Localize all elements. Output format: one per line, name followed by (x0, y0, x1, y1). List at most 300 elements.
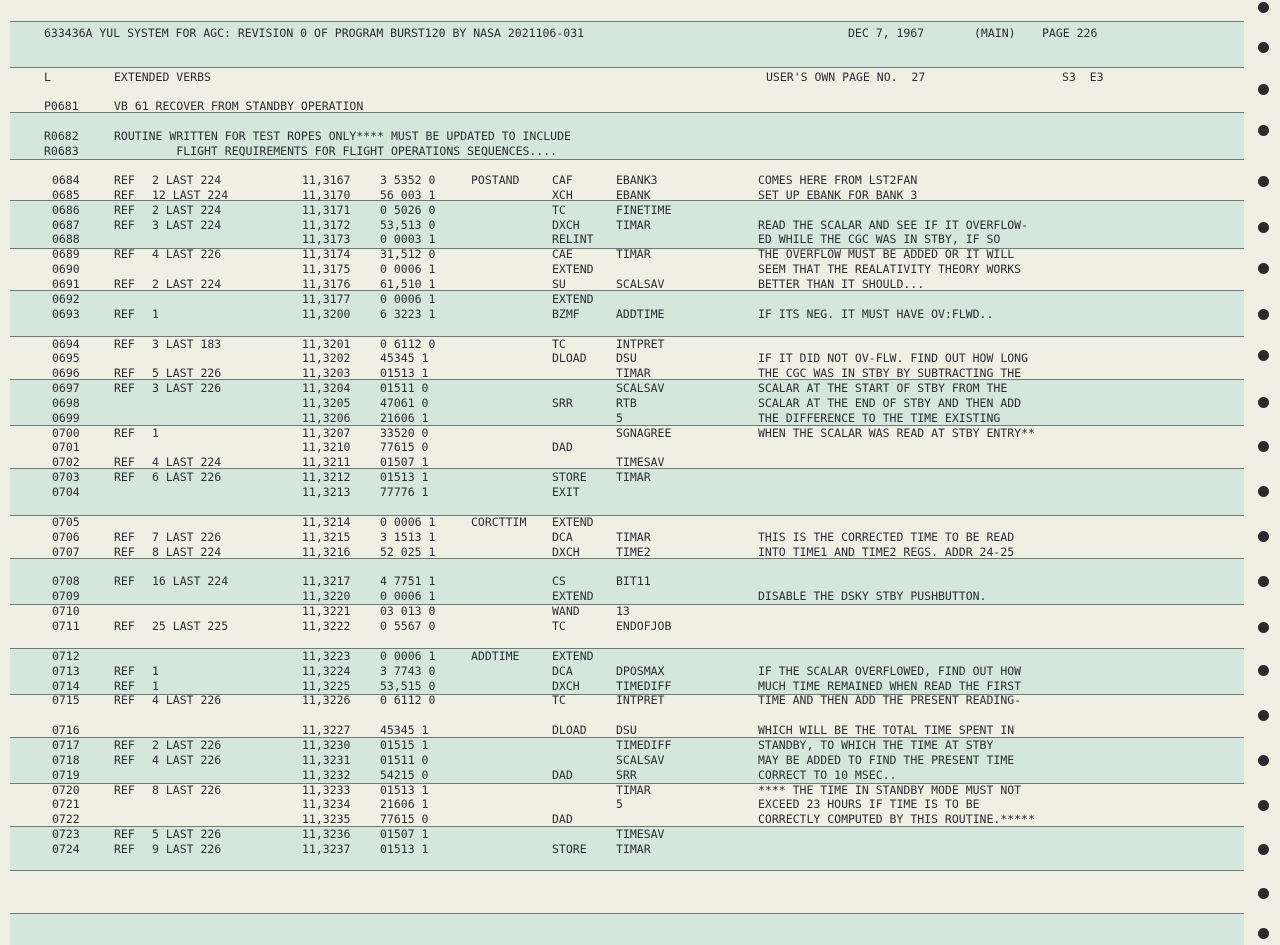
listing-octal-word: 0 0006 1 (380, 291, 436, 306)
listing-octal-word: 03 013 0 (380, 604, 436, 619)
listing-octal-word: 01511 0 (380, 381, 429, 396)
listing-address: 11,3174 (302, 247, 351, 262)
listing-operand: TIMESAV (616, 827, 665, 842)
listing-address: 11,3232 (302, 767, 351, 782)
listing-ref: REF (114, 693, 135, 708)
listing-octal-word: 21606 1 (380, 410, 429, 425)
listing-operand: TIMAR (616, 217, 651, 232)
ruled-line (10, 67, 1244, 68)
routine-title (0, 99, 1280, 114)
listing-opcode: CS (552, 574, 566, 589)
feed-hole (1258, 710, 1269, 721)
listing-address: 11,3216 (302, 544, 351, 559)
listing-operand: INTPRET (616, 336, 665, 351)
listing-seq: 0694 (52, 336, 80, 351)
listing-octal-word: 6 3223 1 (380, 306, 436, 321)
listing-ref-detail: 3 LAST 183 (152, 336, 222, 351)
listing-comment: TIME AND THEN ADD THE PRESENT READING- (758, 693, 1022, 708)
listing-row (0, 292, 1280, 307)
listing-row (0, 203, 1280, 218)
listing-ref: REF (114, 173, 135, 187)
listing-seq: 0702 (52, 455, 80, 470)
listing-row (0, 768, 1280, 783)
listing-comment: DISABLE THE DSKY STBY PUSHBUTTON. (758, 589, 987, 604)
listing-opcode: DAD (552, 812, 573, 827)
listing-comment: SCALAR AT THE START OF STBY FROM THE (758, 381, 1008, 396)
listing-address: 11,3231 (302, 752, 351, 767)
listing-row (0, 426, 1280, 441)
listing-operand: ADDTIME (616, 306, 665, 321)
listing-comment: IF THE SCALAR OVERFLOWED, FIND OUT HOW (758, 663, 1022, 678)
listing-seq: 0693 (52, 306, 80, 321)
listing-comment: THE DIFFERENCE TO THE TIME EXISTING (758, 410, 1001, 425)
listing-address: 11,3173 (302, 232, 351, 247)
listing-ref-detail: 2 LAST 226 (152, 738, 222, 753)
listing-ref-detail: 16 LAST 224 (152, 574, 229, 589)
listing-ref-detail: 4 LAST 226 (152, 752, 222, 767)
listing-operand: BIT11 (616, 574, 651, 589)
listing-opcode: CAE (552, 247, 573, 262)
listing-comment: COMES HERE FROM LST2FAN (758, 173, 918, 187)
remark-text: ROUTINE WRITTEN FOR TEST ROPES ONLY**** MUST BE UPDATED TO INCLUDE (114, 129, 571, 143)
listing-opcode: DLOAD (552, 723, 587, 738)
listing-address: 11,3226 (302, 693, 351, 708)
listing-octal-word: 77615 0 (380, 812, 429, 827)
listing-octal-word: 4 7751 1 (380, 574, 436, 589)
listing-row (0, 574, 1280, 589)
listing-seq: 0704 (52, 485, 80, 499)
listing-address: 11,3223 (302, 648, 351, 663)
listing-octal-word: 0 0006 1 (380, 514, 436, 529)
listing-octal-word: 61,510 1 (380, 276, 436, 291)
listing-seq: 0716 (52, 723, 80, 738)
listing-octal-word: 0 0006 1 (380, 589, 436, 604)
listing-ref: REF (114, 574, 135, 589)
listing-comment: IF ITS NEG. IT MUST HAVE OV:FLWD.. (758, 306, 994, 321)
listing-seq: 0712 (52, 648, 80, 663)
listing-opcode: XCH (552, 187, 573, 202)
listing-operand: TIMEDIFF (616, 738, 672, 753)
listing-address: 11,3225 (302, 678, 351, 693)
listing-octal-word: 0 0006 1 (380, 648, 436, 663)
listing-ref: REF (114, 782, 135, 797)
listing-ref: REF (114, 425, 135, 440)
listing-opcode: DCA (552, 529, 573, 544)
header-section: (MAIN) (974, 26, 1016, 40)
listing-address: 11,3203 (302, 366, 351, 381)
listing-ref: REF (114, 187, 135, 202)
listing-ref-detail: 9 LAST 226 (152, 842, 222, 856)
listing-octal-word: 52 025 1 (380, 544, 436, 559)
listing-opcode: EXTEND (552, 514, 594, 529)
listing-ref: REF (114, 752, 135, 767)
listing-opcode: CAF (552, 173, 573, 187)
listing-ref: REF (114, 247, 135, 262)
listing-ref: REF (114, 366, 135, 381)
listing-comment: MUCH TIME REMAINED WHEN READ THE FIRST (758, 678, 1022, 693)
listing-octal-word: 47061 0 (380, 395, 429, 410)
listing-operand: TIMESAV (616, 455, 665, 470)
listing-comment: WHICH WILL BE THE TOTAL TIME SPENT IN (758, 723, 1015, 738)
listing-operand: 5 (616, 410, 623, 425)
listing-opcode: EXIT (552, 485, 580, 499)
listing-ref: REF (114, 381, 135, 396)
listing-row (0, 455, 1280, 470)
listing-octal-word: 01513 1 (380, 842, 429, 856)
listing-octal-word: 3 1513 1 (380, 529, 436, 544)
listing-address: 11,3230 (302, 738, 351, 753)
ruled-line (10, 159, 1244, 160)
listing-row (0, 693, 1280, 708)
sub-header-code: S3 E3 (1062, 70, 1104, 84)
listing-comment: READ THE SCALAR AND SEE IF IT OVERFLOW- (758, 217, 1029, 232)
listing-row (0, 188, 1280, 203)
listing-seq: 0687 (52, 217, 80, 232)
listing-seq: 0696 (52, 366, 80, 381)
listing-row (0, 530, 1280, 545)
listing-seq: 0701 (52, 440, 80, 455)
remark-text: FLIGHT REQUIREMENTS FOR FLIGHT OPERATIONS SEQUENCES.... (114, 144, 558, 158)
listing-seq: 0721 (52, 797, 80, 812)
listing-row (0, 307, 1280, 322)
listing-address: 11,3212 (302, 470, 351, 485)
listing-ref-detail: 3 LAST 224 (152, 217, 222, 232)
listing-opcode: TC (552, 693, 566, 708)
feed-hole (1258, 84, 1269, 95)
listing-address: 11,3200 (302, 306, 351, 321)
feed-hole (1258, 42, 1269, 53)
listing-ref: REF (114, 842, 135, 856)
listing-seq: 0707 (52, 544, 80, 559)
listing-octal-word: 31,512 0 (380, 247, 436, 262)
listing-address: 11,3214 (302, 514, 351, 529)
listing-opcode: DXCH (552, 217, 580, 232)
listing-row (0, 470, 1280, 485)
listing-comment: IF IT DID NOT OV-FLW. FIND OUT HOW LONG (758, 351, 1029, 366)
listing-opcode: STORE (552, 470, 587, 485)
listing-address: 11,3237 (302, 842, 351, 856)
listing-ref-detail: 25 LAST 225 (152, 618, 229, 633)
listing-ref: REF (114, 455, 135, 470)
listing-row (0, 649, 1280, 664)
listing-seq: 0686 (52, 202, 80, 217)
listing-comment: CORRECTLY COMPUTED BY THIS ROUTINE.***** (758, 812, 1035, 827)
listing-seq: 0710 (52, 604, 80, 619)
listing-ref-detail: 4 LAST 226 (152, 247, 222, 262)
listing-comment: THE CGC WAS IN STBY BY SUBTRACTING THE (758, 366, 1022, 381)
listing-address: 11,3213 (302, 485, 351, 499)
listing-opcode: SU (552, 276, 566, 291)
listing-operand: FINETIME (616, 202, 672, 217)
listing-opcode: EXTEND (552, 262, 594, 277)
listing-operand: 13 (616, 604, 630, 619)
listing-opcode: EXTEND (552, 291, 594, 306)
listing-opcode: TC (552, 202, 566, 217)
listing-seq: 0718 (52, 752, 80, 767)
listing-seq: 0708 (52, 574, 80, 589)
listing-address: 11,3224 (302, 663, 351, 678)
listing-address: 11,3234 (302, 797, 351, 812)
listing-operand: INTPRET (616, 693, 665, 708)
listing-seq: 0711 (52, 618, 80, 633)
listing-row (0, 797, 1280, 812)
listing-ref-detail: 7 LAST 226 (152, 529, 222, 544)
listing-octal-word: 0 5026 0 (380, 202, 436, 217)
listing-operand: DSU (616, 351, 637, 366)
listing-comment: INTO TIME1 AND TIME2 REGS. ADDR 24-25 (758, 544, 1015, 559)
listing-opcode: DAD (552, 440, 573, 455)
listing-seq: 0724 (52, 842, 80, 856)
paper-band (10, 913, 1244, 945)
listing-ref-detail: 1 (152, 678, 159, 693)
listing-operand: TIME2 (616, 544, 651, 559)
listing-seq: 0706 (52, 529, 80, 544)
listing-ref-detail: 8 LAST 226 (152, 782, 222, 797)
listing-octal-word: 01513 1 (380, 782, 429, 797)
listing-operand: SGNAGREE (616, 425, 672, 440)
listing-address: 11,3176 (302, 276, 351, 291)
listing-address: 11,3177 (302, 291, 351, 306)
listing-ref-detail: 2 LAST 224 (152, 276, 222, 291)
listing-opcode: RELINT (552, 232, 594, 247)
listing-opcode: DLOAD (552, 351, 587, 366)
listing-seq: 0685 (52, 187, 80, 202)
listing-row (0, 604, 1280, 619)
listing-operand: EBANK (616, 187, 651, 202)
listing-seq: 0688 (52, 232, 80, 247)
listing-ref-detail: 2 LAST 224 (152, 173, 222, 187)
listing-ref: REF (114, 827, 135, 842)
listing-operand: 5 (616, 797, 623, 812)
listing-operand: RTB (616, 395, 637, 410)
listing-opcode: SRR (552, 395, 573, 410)
listing-opcode: STORE (552, 842, 587, 856)
listing-ref: REF (114, 738, 135, 753)
listing-octal-word: 01511 0 (380, 752, 429, 767)
listing-octal-word: 53,513 0 (380, 217, 436, 232)
listing-row (0, 173, 1280, 188)
listing-octal-word: 45345 1 (380, 723, 429, 738)
listing-comment: BETTER THAN IT SHOULD... (758, 276, 925, 291)
listing-operand: DSU (616, 723, 637, 738)
listing-opcode: DXCH (552, 544, 580, 559)
listing-address: 11,3217 (302, 574, 351, 589)
listing-octal-word: 3 7743 0 (380, 663, 436, 678)
listing-seq: 0697 (52, 381, 80, 396)
listing-operand: TIMAR (616, 529, 651, 544)
listing-comment: SCALAR AT THE END OF STBY AND THEN ADD (758, 395, 1022, 410)
listing-seq: 0723 (52, 827, 80, 842)
listing-row (0, 545, 1280, 560)
listing-address: 11,3210 (302, 440, 351, 455)
sub-header (0, 70, 1280, 85)
listing-octal-word: 45345 1 (380, 351, 429, 366)
listing-operand: SCALSAV (616, 752, 665, 767)
listing-address: 11,3215 (302, 529, 351, 544)
listing-ref-detail: 4 LAST 226 (152, 693, 222, 708)
listing-row (0, 664, 1280, 679)
listing-row (0, 366, 1280, 381)
listing-octal-word: 01507 1 (380, 827, 429, 842)
listing-octal-word: 0 6112 0 (380, 693, 436, 708)
listing-comment: **** THE TIME IN STANDBY MODE MUST NOT (758, 782, 1022, 797)
listing-row (0, 723, 1280, 738)
listing-opcode: TC (552, 336, 566, 351)
listing-seq: 0684 (52, 173, 80, 187)
listing-octal-word: 56 003 1 (380, 187, 436, 202)
listing-row (0, 232, 1280, 247)
listing-operand: DPOSMAX (616, 663, 665, 678)
remark-seq: R0682 (44, 129, 79, 143)
listing-octal-word: 01515 1 (380, 738, 429, 753)
listing-comment: WHEN THE SCALAR WAS READ AT STBY ENTRY** (758, 425, 1035, 440)
listing-ref-detail: 1 (152, 425, 159, 440)
listing-opcode: WAND (552, 604, 580, 619)
listing-seq: 0689 (52, 247, 80, 262)
listing-row (0, 485, 1280, 500)
listing-seq: 0719 (52, 767, 80, 782)
remark-line (0, 144, 1280, 159)
routine-title-seq: P0681 (44, 99, 79, 113)
listing-operand: SCALSAV (616, 381, 665, 396)
listing-ref-detail: 2 LAST 224 (152, 202, 222, 217)
remark-seq: R0683 (44, 144, 79, 158)
listing-seq: 0722 (52, 812, 80, 827)
listing-octal-word: 01507 1 (380, 455, 429, 470)
ruled-line (10, 913, 1244, 914)
listing-address: 11,3175 (302, 262, 351, 277)
listing-operand: SRR (616, 767, 637, 782)
listing-seq: 0698 (52, 395, 80, 410)
listing-row (0, 440, 1280, 455)
listing-address: 11,3171 (302, 202, 351, 217)
ruled-line (10, 870, 1244, 871)
listing-seq: 0699 (52, 410, 80, 425)
listing-ref: REF (114, 678, 135, 693)
listing-ref-detail: 1 (152, 663, 159, 678)
listing-address: 11,3172 (302, 217, 351, 232)
listing-seq: 0709 (52, 589, 80, 604)
listing-comment: SEEM THAT THE REALATIVITY THEORY WORKS (758, 262, 1022, 277)
listing-opcode: EXTEND (552, 589, 594, 604)
listing-ref-detail: 3 LAST 226 (152, 381, 222, 396)
listing-seq: 0695 (52, 351, 80, 366)
listing-row (0, 783, 1280, 798)
listing-ref-detail: 5 LAST 226 (152, 827, 222, 842)
listing-address: 11,3167 (302, 173, 351, 187)
listing-address: 11,3211 (302, 455, 351, 470)
listing-octal-word: 21606 1 (380, 797, 429, 812)
listing-operand: TIMAR (616, 842, 651, 856)
listing-comment: THIS IS THE CORRECTED TIME TO BE READ (758, 529, 1015, 544)
listing-address: 11,3206 (302, 410, 351, 425)
listing-ref-detail: 4 LAST 224 (152, 455, 222, 470)
listing-octal-word: 33520 0 (380, 425, 429, 440)
listing-row (0, 277, 1280, 292)
feed-hole (1258, 2, 1269, 13)
listing-ref-detail: 12 LAST 224 (152, 187, 229, 202)
listing-seq: 0713 (52, 663, 80, 678)
listing-comment: EXCEED 23 HOURS IF TIME IS TO BE (758, 797, 980, 812)
header-page: PAGE 226 (1042, 26, 1098, 40)
listing-opcode: BZMF (552, 306, 580, 321)
listing-ref: REF (114, 663, 135, 678)
listing-operand: SCALSAV (616, 276, 665, 291)
listing-row (0, 589, 1280, 604)
listing-seq: 0715 (52, 693, 80, 708)
listing-row (0, 351, 1280, 366)
listing-operand: TIMEDIFF (616, 678, 672, 693)
feed-hole (1258, 928, 1269, 939)
listing-opcode: TC (552, 618, 566, 633)
listing-address: 11,3222 (302, 618, 351, 633)
listing-seq: 0714 (52, 678, 80, 693)
listing-comment: SET UP EBANK FOR BANK 3 (758, 187, 918, 202)
header-date: DEC 7, 1967 (848, 26, 925, 40)
feed-hole (1258, 888, 1269, 899)
listing-row (0, 679, 1280, 694)
listing-octal-word: 0 6112 0 (380, 336, 436, 351)
listing-seq: 0692 (52, 291, 80, 306)
listing-address: 11,3227 (302, 723, 351, 738)
listing-octal-word: 53,515 0 (380, 678, 436, 693)
listing-row (0, 515, 1280, 530)
listing-row (0, 738, 1280, 753)
listing-octal-word: 01513 1 (380, 470, 429, 485)
listing-ref: REF (114, 217, 135, 232)
listing-seq: 0690 (52, 262, 80, 277)
listing-ref: REF (114, 306, 135, 321)
listing-opcode: DXCH (552, 678, 580, 693)
listing-address: 11,3233 (302, 782, 351, 797)
listing-ref: REF (114, 336, 135, 351)
listing-label: ADDTIME (471, 648, 520, 663)
listing-row (0, 381, 1280, 396)
listing-address: 11,3204 (302, 381, 351, 396)
listing-row (0, 218, 1280, 233)
listing-row (0, 842, 1280, 857)
listing-opcode: DCA (552, 663, 573, 678)
listing-comment: THE OVERFLOW MUST BE ADDED OR IT WILL (758, 247, 1015, 262)
listing-seq: 0700 (52, 425, 80, 440)
listing-row (0, 411, 1280, 426)
listing-operand: ENDOFJOB (616, 618, 672, 633)
listing-row (0, 396, 1280, 411)
listing-seq: 0717 (52, 738, 80, 753)
listing-octal-word: 0 0006 1 (380, 262, 436, 277)
listing-opcode: DAD (552, 767, 573, 782)
listing-row (0, 827, 1280, 842)
sub-header-marker: L (44, 70, 51, 84)
listing-address: 11,3235 (302, 812, 351, 827)
listing-ref: REF (114, 202, 135, 217)
listing-operand: TIMAR (616, 366, 651, 381)
listing-ref: REF (114, 618, 135, 633)
listing-operand: TIMAR (616, 247, 651, 262)
listing-ref-detail: 5 LAST 226 (152, 366, 222, 381)
listing-octal-word: 3 5352 0 (380, 173, 436, 187)
listing-ref: REF (114, 470, 135, 485)
listing-comment: CORRECT TO 10 MSEC.. (758, 767, 897, 782)
listing-row (0, 753, 1280, 768)
listing-label: POSTAND (471, 173, 520, 187)
listing-octal-word: 77615 0 (380, 440, 429, 455)
listing-row (0, 619, 1280, 634)
listing-octal-word: 0 5567 0 (380, 618, 436, 633)
listing-ref-detail: 1 (152, 306, 159, 321)
listing-operand: TIMAR (616, 782, 651, 797)
listing-seq: 0703 (52, 470, 80, 485)
